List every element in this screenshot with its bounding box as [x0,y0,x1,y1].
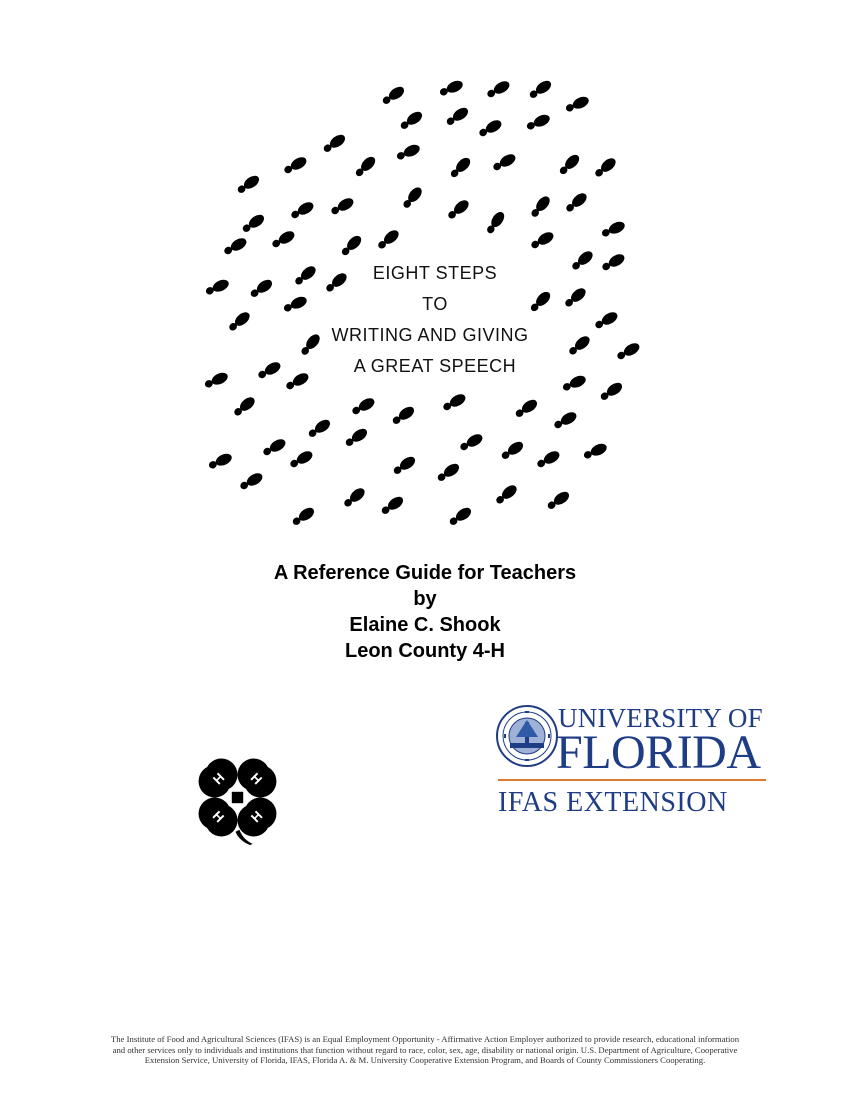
uf-ifas-logo [496,703,768,823]
footprint-icon [261,437,287,458]
svg-text:H: H [247,769,266,788]
footprint-icon [529,194,553,219]
by-line: by [413,588,437,610]
footprint-icon [545,489,571,512]
subtitle-block [200,560,650,664]
footprint-icon [600,252,626,273]
footprint-icon [329,196,355,217]
footprint-icon [203,370,230,390]
footprint-icon [290,505,316,528]
footprint-icon [529,230,555,251]
uf-line-3: IFAS EXTENSION [498,787,728,818]
footprint-icon [593,310,619,331]
footprint-icon [350,396,376,417]
footprint-icon [484,210,507,236]
university-seal-icon [496,705,558,767]
footprint-icon [398,109,424,132]
footprint-icon [248,277,274,300]
footprint-icon [494,483,519,507]
footprint-icon [306,417,332,440]
footprint-icon [391,454,417,477]
4-h-clover-icon [190,750,285,845]
svg-text:H: H [209,769,228,788]
footprint-icon [232,395,257,419]
footprint-icon [288,449,314,470]
footprint-icon [227,310,252,334]
footprint-icon [444,105,470,128]
uf-line-2: FLORIDA [556,726,761,779]
svg-text:H: H [209,807,228,826]
author-affiliation: Leon County 4-H [345,640,505,662]
footprint-icon [491,152,517,173]
footprint-icon [207,451,234,471]
footprint-icon [600,219,627,239]
footprint-icon [564,94,591,114]
footprint-icon [448,155,473,180]
uf-line-1: UNIVERSITY OF [558,703,763,733]
footprint-icon [343,426,369,449]
footprint-icon [395,142,422,162]
footprint-icon [513,397,539,420]
footprint-icon [525,112,552,132]
footprint-icon [458,432,484,453]
footer-disclaimer: The Institute of Food and Agricultural Sciences (IFAS) is an Equal Employment Opportunity - Affirmative Action Employer authorized to provide research, educational information and other services only to individuals and institutions that function without regard to race, color, sex, age, disability or national origin. U.S. Department of Agriculture, Cooperative Extension Service, University of Florida, IFAS, Florida A. & M. University Cooperative Extension Program, and Boards of County Commissioners Cooperating. [110,1034,740,1065]
footprint-icon [447,505,473,528]
footprint-icon [477,118,503,139]
footprint-icon [240,212,266,235]
footprint-icon [557,152,582,177]
footprint-icon [222,236,248,257]
title-line-2: TO [422,294,448,314]
footprint-icon [401,185,425,210]
subtitle-line: A Reference Guide for Teachers [273,562,577,584]
footprint-icon [235,173,261,196]
footprint-icon [289,200,315,221]
footprint-icon [564,191,589,215]
title-line-1: EIGHT STEPS [372,263,498,283]
footprint-icon [342,486,367,510]
footprint-icon [567,334,592,358]
footprint-icon [379,494,405,517]
title-line-3: WRITING AND GIVING [331,325,529,345]
title-line-4: A GREAT SPEECH [353,356,517,376]
footprint-icon [238,471,264,492]
footprint-icon [485,79,511,100]
footprint-icon [535,449,561,470]
footprint-icon [593,156,618,180]
author-name: Elaine C. Shook [349,614,501,636]
footprint-icon [270,229,296,250]
footprint-icon [570,249,595,273]
footprint-icon [446,198,471,222]
footprint-icon [552,410,578,431]
footprint-icon [353,154,378,179]
footprint-icon [435,461,461,484]
footprint-icon [390,404,416,427]
footprint-icon [321,132,347,155]
footprint-icon [256,360,282,381]
footprint-icon [499,439,525,462]
uf-divider [498,779,766,781]
footprint-icon [615,341,641,362]
footprint-icon [339,233,364,258]
document-title [300,258,570,382]
footprint-icon [282,155,308,176]
footprint-icon [441,392,467,413]
footprint-icon [376,228,401,252]
footprint-icon [204,277,231,297]
footprint-icon [438,78,465,98]
footprint-icon [380,84,406,107]
footprint-icon [598,380,624,403]
svg-text:H: H [247,807,266,826]
footprint-icon [582,441,609,461]
footprint-icon [527,78,553,101]
